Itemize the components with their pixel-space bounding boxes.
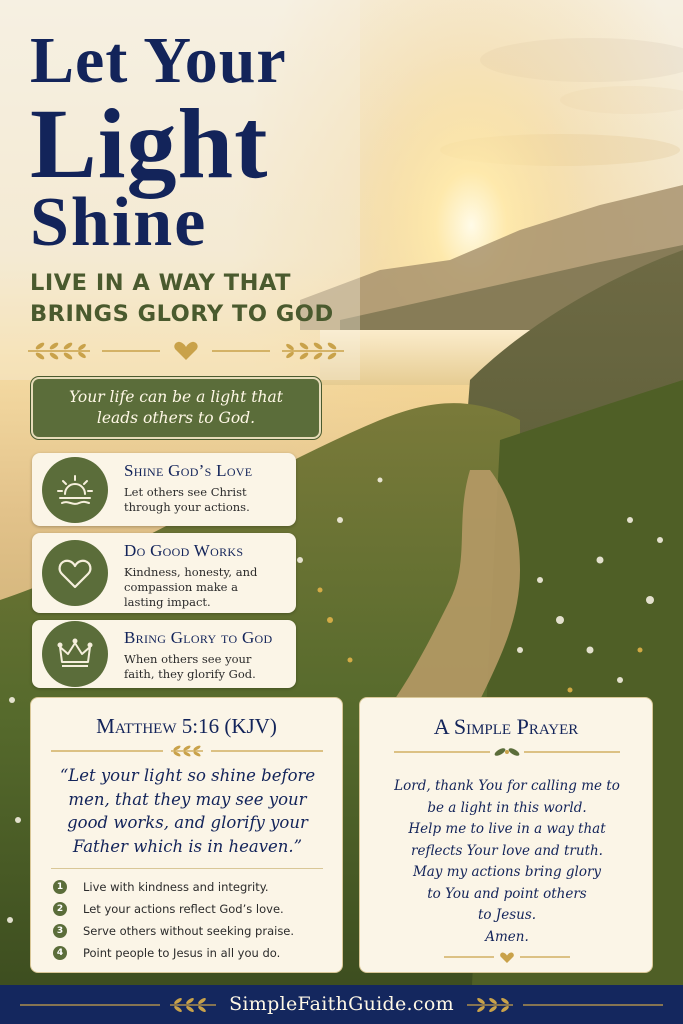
card-text-line-2: through your actions. xyxy=(124,500,250,514)
card-do-good-works xyxy=(32,533,296,613)
card-text-line-1: Let others see Christ xyxy=(124,485,247,499)
card-bring-glory xyxy=(32,620,296,688)
card-title: Bring Glory to God xyxy=(124,628,273,647)
verse-quote xyxy=(45,764,330,858)
verse-panel xyxy=(30,697,343,973)
intro-line-1: Your life can be a light that xyxy=(69,388,283,406)
intro-line-2: leads others to God. xyxy=(96,409,256,427)
footer-bar xyxy=(0,985,683,1024)
laurel-heart-divider xyxy=(28,338,344,364)
title-line-1: Let Your xyxy=(30,24,287,97)
card-text-line-1: Kindness, honesty, and xyxy=(124,565,258,579)
verse-divider xyxy=(51,744,323,758)
list-item-text: Serve others without seeking praise. xyxy=(83,924,295,938)
card-text xyxy=(124,485,292,515)
prayer-line: Lord, thank You for calling me to xyxy=(394,778,620,794)
prayer-line: Help me to live in a way that xyxy=(408,821,606,837)
prayer-line: to You and point others xyxy=(427,885,587,902)
card-text xyxy=(124,652,292,682)
list-item xyxy=(53,920,333,942)
prayer-text xyxy=(370,776,644,948)
prayer-line: May my actions bring glory xyxy=(412,864,602,880)
number-badge: 3 xyxy=(53,924,67,938)
card-text xyxy=(124,565,292,610)
prayer-line: reflects Your love and truth. xyxy=(411,842,603,859)
crown-icon xyxy=(42,621,108,687)
prayer-panel xyxy=(359,697,653,973)
website-link[interactable]: SimpleFaithGuide.com xyxy=(229,993,454,1015)
subtitle-line-2: BRINGS GLORY TO GOD xyxy=(30,301,334,327)
prayer-line: to Jesus. xyxy=(477,907,537,923)
prayer-title: A Simple Prayer xyxy=(433,714,579,739)
quote-line: men, that they may see your xyxy=(68,789,307,809)
verse-reference: Matthew 5:16 (KJV) xyxy=(96,714,277,738)
title-line-2: Light xyxy=(30,88,269,199)
sunrise-icon xyxy=(42,457,108,523)
page-title xyxy=(30,24,370,261)
list-item-text: Live with kindness and integrity. xyxy=(83,880,269,894)
list-item-text: Point people to Jesus in all you do. xyxy=(83,946,281,960)
application-list xyxy=(53,876,333,964)
prayer-line: Amen. xyxy=(485,928,529,945)
card-text-line-3: lasting impact. xyxy=(124,595,211,609)
quote-line: Father which is in heaven.” xyxy=(72,836,303,856)
list-item xyxy=(53,876,333,898)
heart-icon xyxy=(42,540,108,606)
prayer-line: be a light in this world. xyxy=(427,799,587,816)
card-text-line-2: faith, they glorify God. xyxy=(124,667,256,681)
list-item xyxy=(53,942,333,964)
quote-line: good works, and glorify your xyxy=(67,813,308,832)
prayer-divider xyxy=(394,745,620,759)
number-badge: 2 xyxy=(53,902,67,916)
verse-separator xyxy=(51,868,323,869)
prayer-heart-divider xyxy=(444,950,570,964)
card-shine-gods-love xyxy=(32,453,296,526)
subtitle-line-1: LIVE IN A WAY THAT xyxy=(30,270,291,296)
card-text-line-2: compassion make a xyxy=(124,580,239,594)
list-item-text: Let your actions reflect God’s love. xyxy=(83,902,284,916)
intro-banner xyxy=(31,377,321,439)
number-badge: 4 xyxy=(53,946,67,960)
card-title: Shine God’s Love xyxy=(124,461,253,480)
list-item xyxy=(53,898,333,920)
quote-line: “Let your light so shine before xyxy=(59,766,316,785)
number-badge: 1 xyxy=(53,880,67,894)
subtitle xyxy=(30,268,370,330)
title-line-3: Shine xyxy=(30,184,208,261)
card-text-line-1: When others see your xyxy=(124,652,252,666)
card-title: Do Good Works xyxy=(124,541,244,560)
